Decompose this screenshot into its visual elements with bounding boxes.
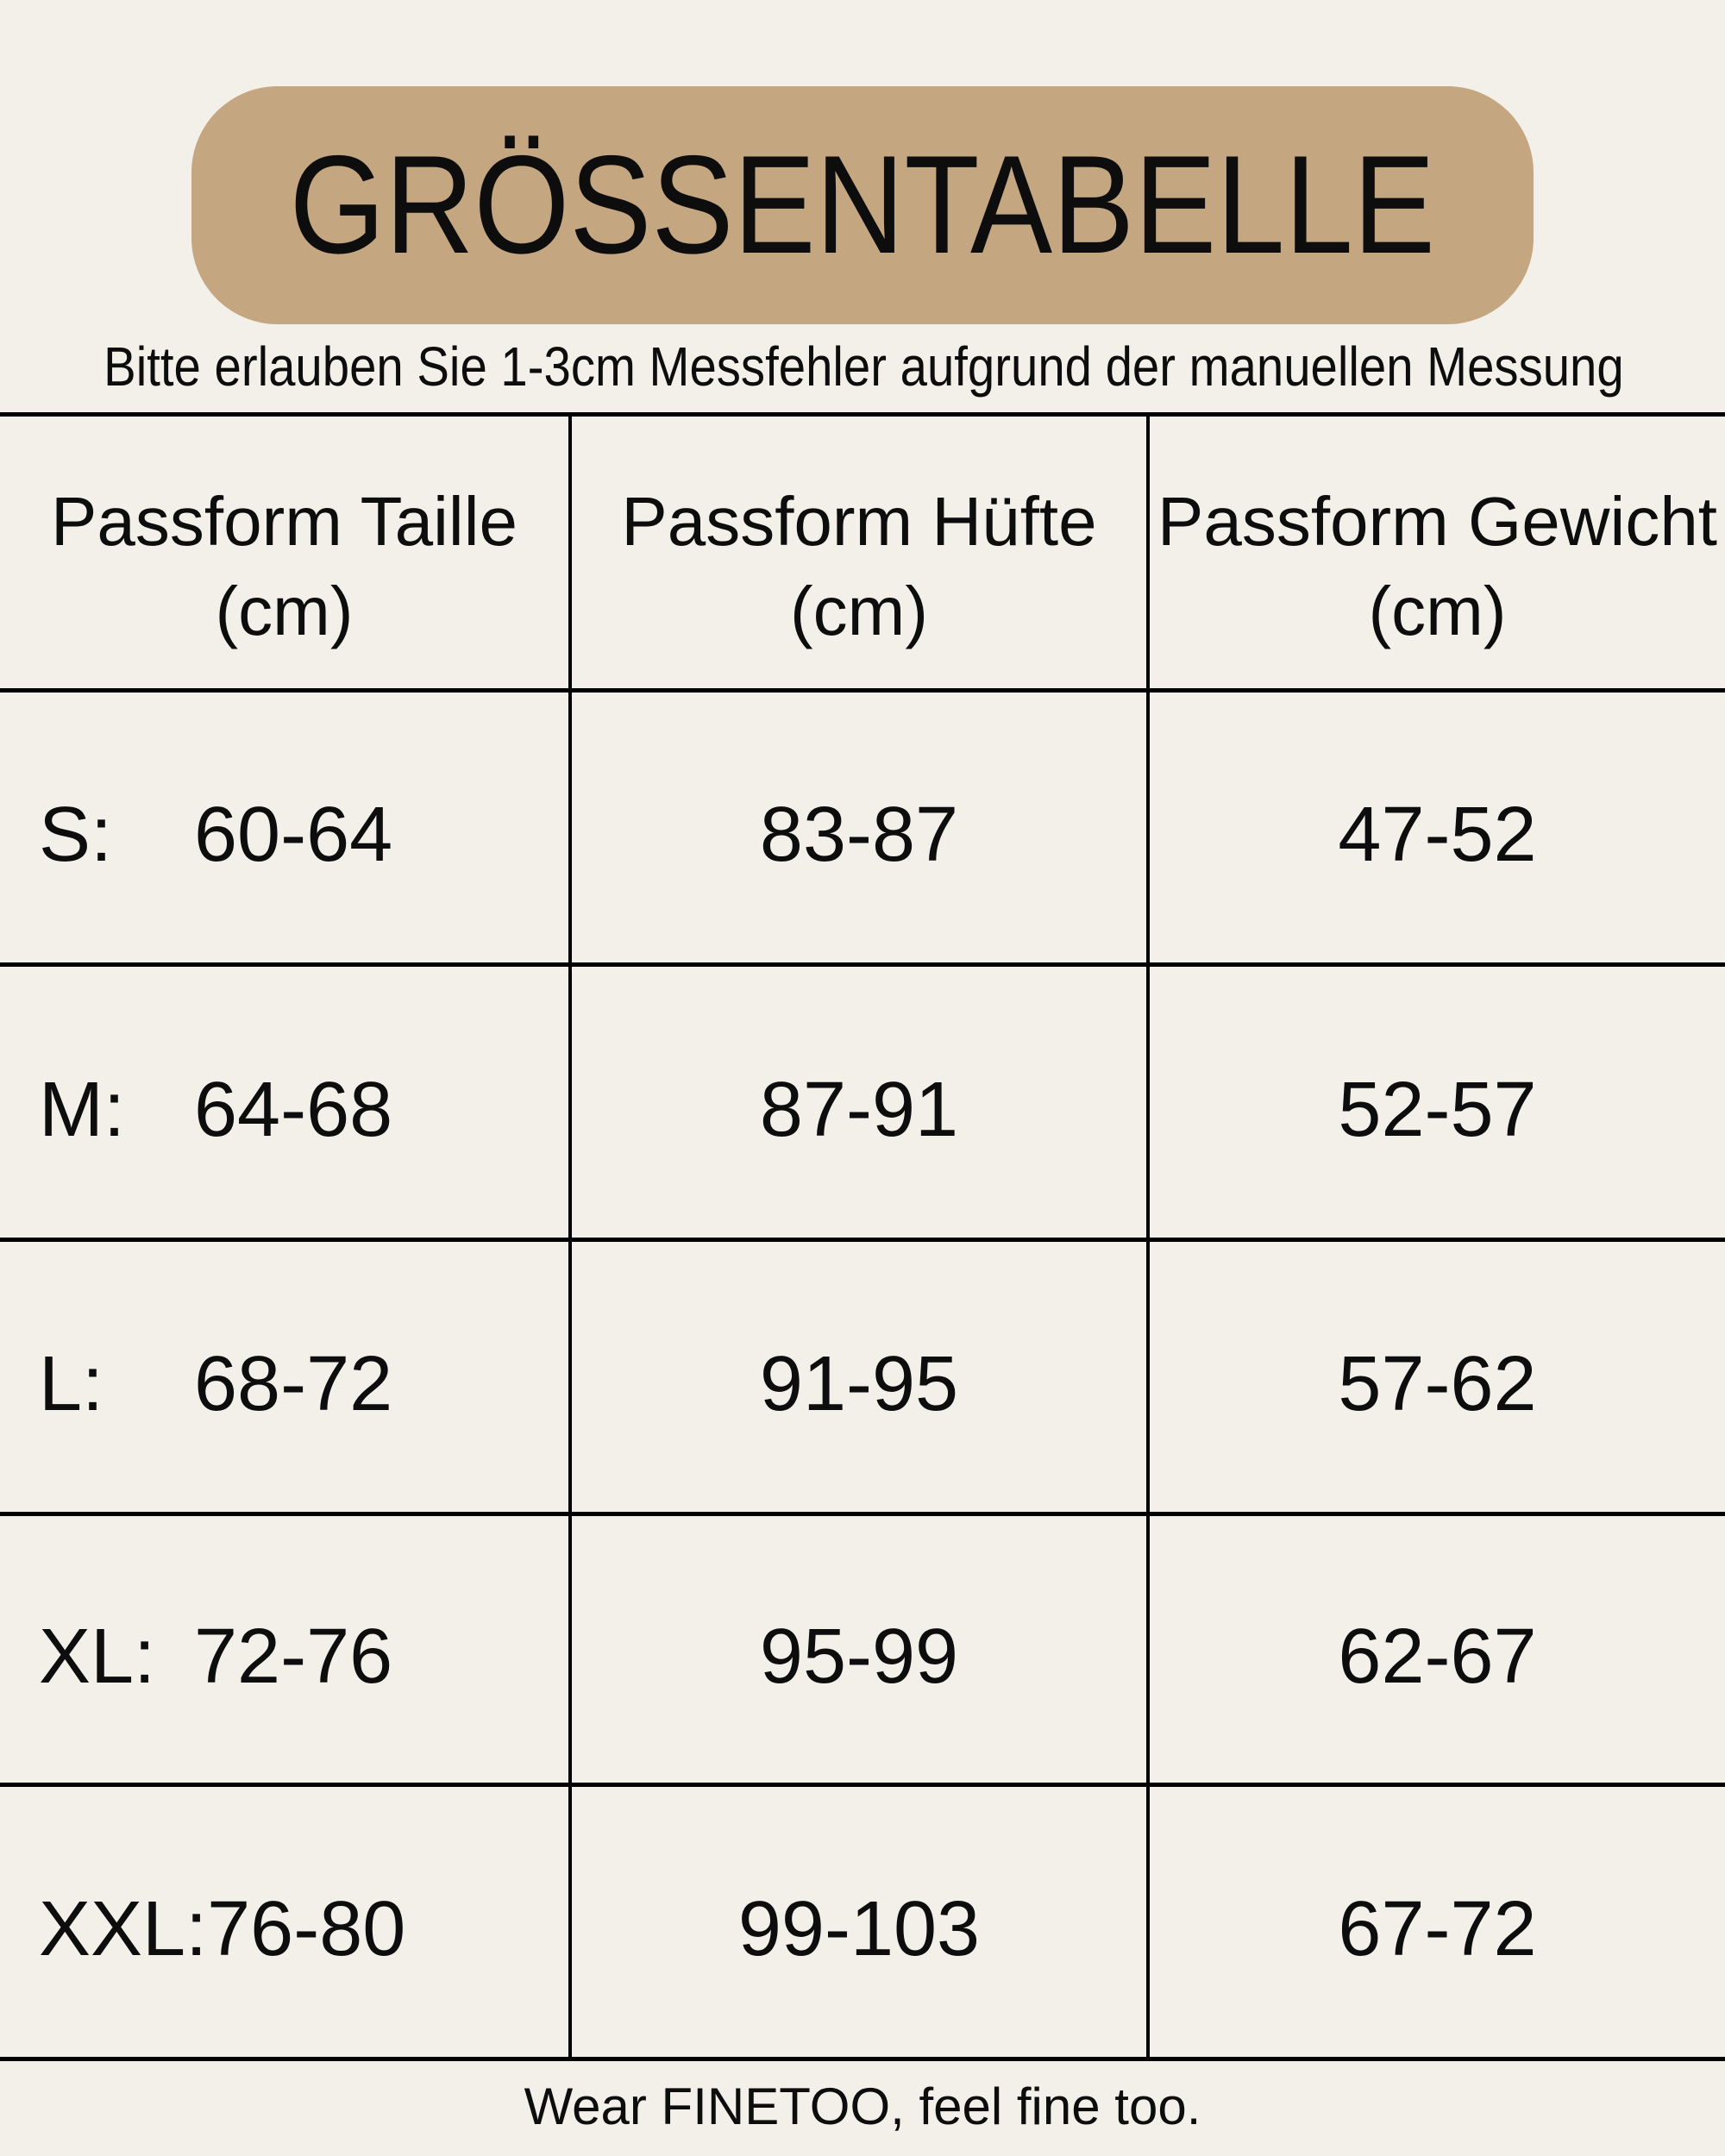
row-s-taille-cell	[0, 693, 572, 967]
row-s-gewicht-value: 47-52	[1338, 792, 1537, 878]
footer-slogan-text: Wear FINETOO, feel fine too.	[524, 2078, 1201, 2135]
row-s-taille-value: 60-64	[194, 792, 393, 878]
row-l-size-label: L:	[39, 1341, 104, 1427]
row-m-gewicht-value: 52-57	[1338, 1066, 1537, 1153]
column-header-huefte-unit: (cm)	[790, 572, 928, 649]
row-xl-gewicht-value: 62-67	[1338, 1614, 1537, 1700]
footer-slogan	[0, 2077, 1725, 2136]
size-table	[0, 412, 1725, 2061]
row-l-huefte-value: 91-95	[759, 1341, 959, 1427]
row-l-taille-value: 68-72	[194, 1341, 393, 1427]
row-xl-size-label: XL:	[39, 1614, 156, 1700]
row-l-gewicht-cell	[1150, 1242, 1725, 1516]
row-xxl-size-label: XXL:	[39, 1886, 208, 1972]
row-xxl-gewicht-cell	[1150, 1787, 1725, 2061]
row-m-huefte-cell	[572, 967, 1150, 1242]
row-xxl-taille-value: 76-80	[207, 1886, 406, 1972]
row-s-huefte-value: 83-87	[759, 792, 959, 878]
page-title: GRÖSSENTABELLE	[289, 127, 1436, 283]
row-m-huefte-value: 87-91	[759, 1066, 959, 1153]
row-s-gewicht-cell	[1150, 693, 1725, 967]
column-header-gewicht-unit: (cm)	[1368, 572, 1507, 649]
measurement-note	[0, 335, 1725, 398]
row-xl-taille-cell	[0, 1516, 572, 1787]
row-xxl-taille-cell	[0, 1787, 572, 2061]
title-banner	[191, 86, 1534, 324]
row-m-gewicht-cell	[1150, 967, 1725, 1242]
row-l-taille-cell	[0, 1242, 572, 1516]
row-xl-huefte-cell	[572, 1516, 1150, 1787]
row-l-huefte-cell	[572, 1242, 1150, 1516]
row-m-taille-value: 64-68	[194, 1066, 393, 1153]
row-l-gewicht-value: 57-62	[1338, 1341, 1537, 1427]
column-header-huefte	[572, 417, 1150, 693]
row-xl-huefte-value: 95-99	[759, 1614, 959, 1700]
row-xl-taille-value: 72-76	[194, 1614, 393, 1700]
column-header-gewicht-title: Passform Gewicht	[1157, 482, 1718, 560]
row-xxl-huefte-cell	[572, 1787, 1150, 2061]
column-header-huefte-title: Passform Hüfte	[621, 482, 1097, 560]
column-header-taille	[0, 417, 572, 693]
row-xl-gewicht-cell	[1150, 1516, 1725, 1787]
row-xxl-huefte-value: 99-103	[737, 1886, 981, 1972]
column-header-taille-title: Passform Taille	[51, 482, 518, 560]
row-s-huefte-cell	[572, 693, 1150, 967]
measurement-note-text: Bitte erlauben Sie 1-3cm Messfehler aufgrund der manuellen Messung	[104, 335, 1624, 398]
row-m-taille-cell	[0, 967, 572, 1242]
row-s-size-label: S:	[39, 792, 113, 878]
column-header-taille-unit: (cm)	[215, 572, 354, 649]
row-xxl-gewicht-value: 67-72	[1338, 1886, 1537, 1972]
row-m-size-label: M:	[39, 1066, 125, 1153]
column-header-gewicht	[1150, 417, 1725, 693]
